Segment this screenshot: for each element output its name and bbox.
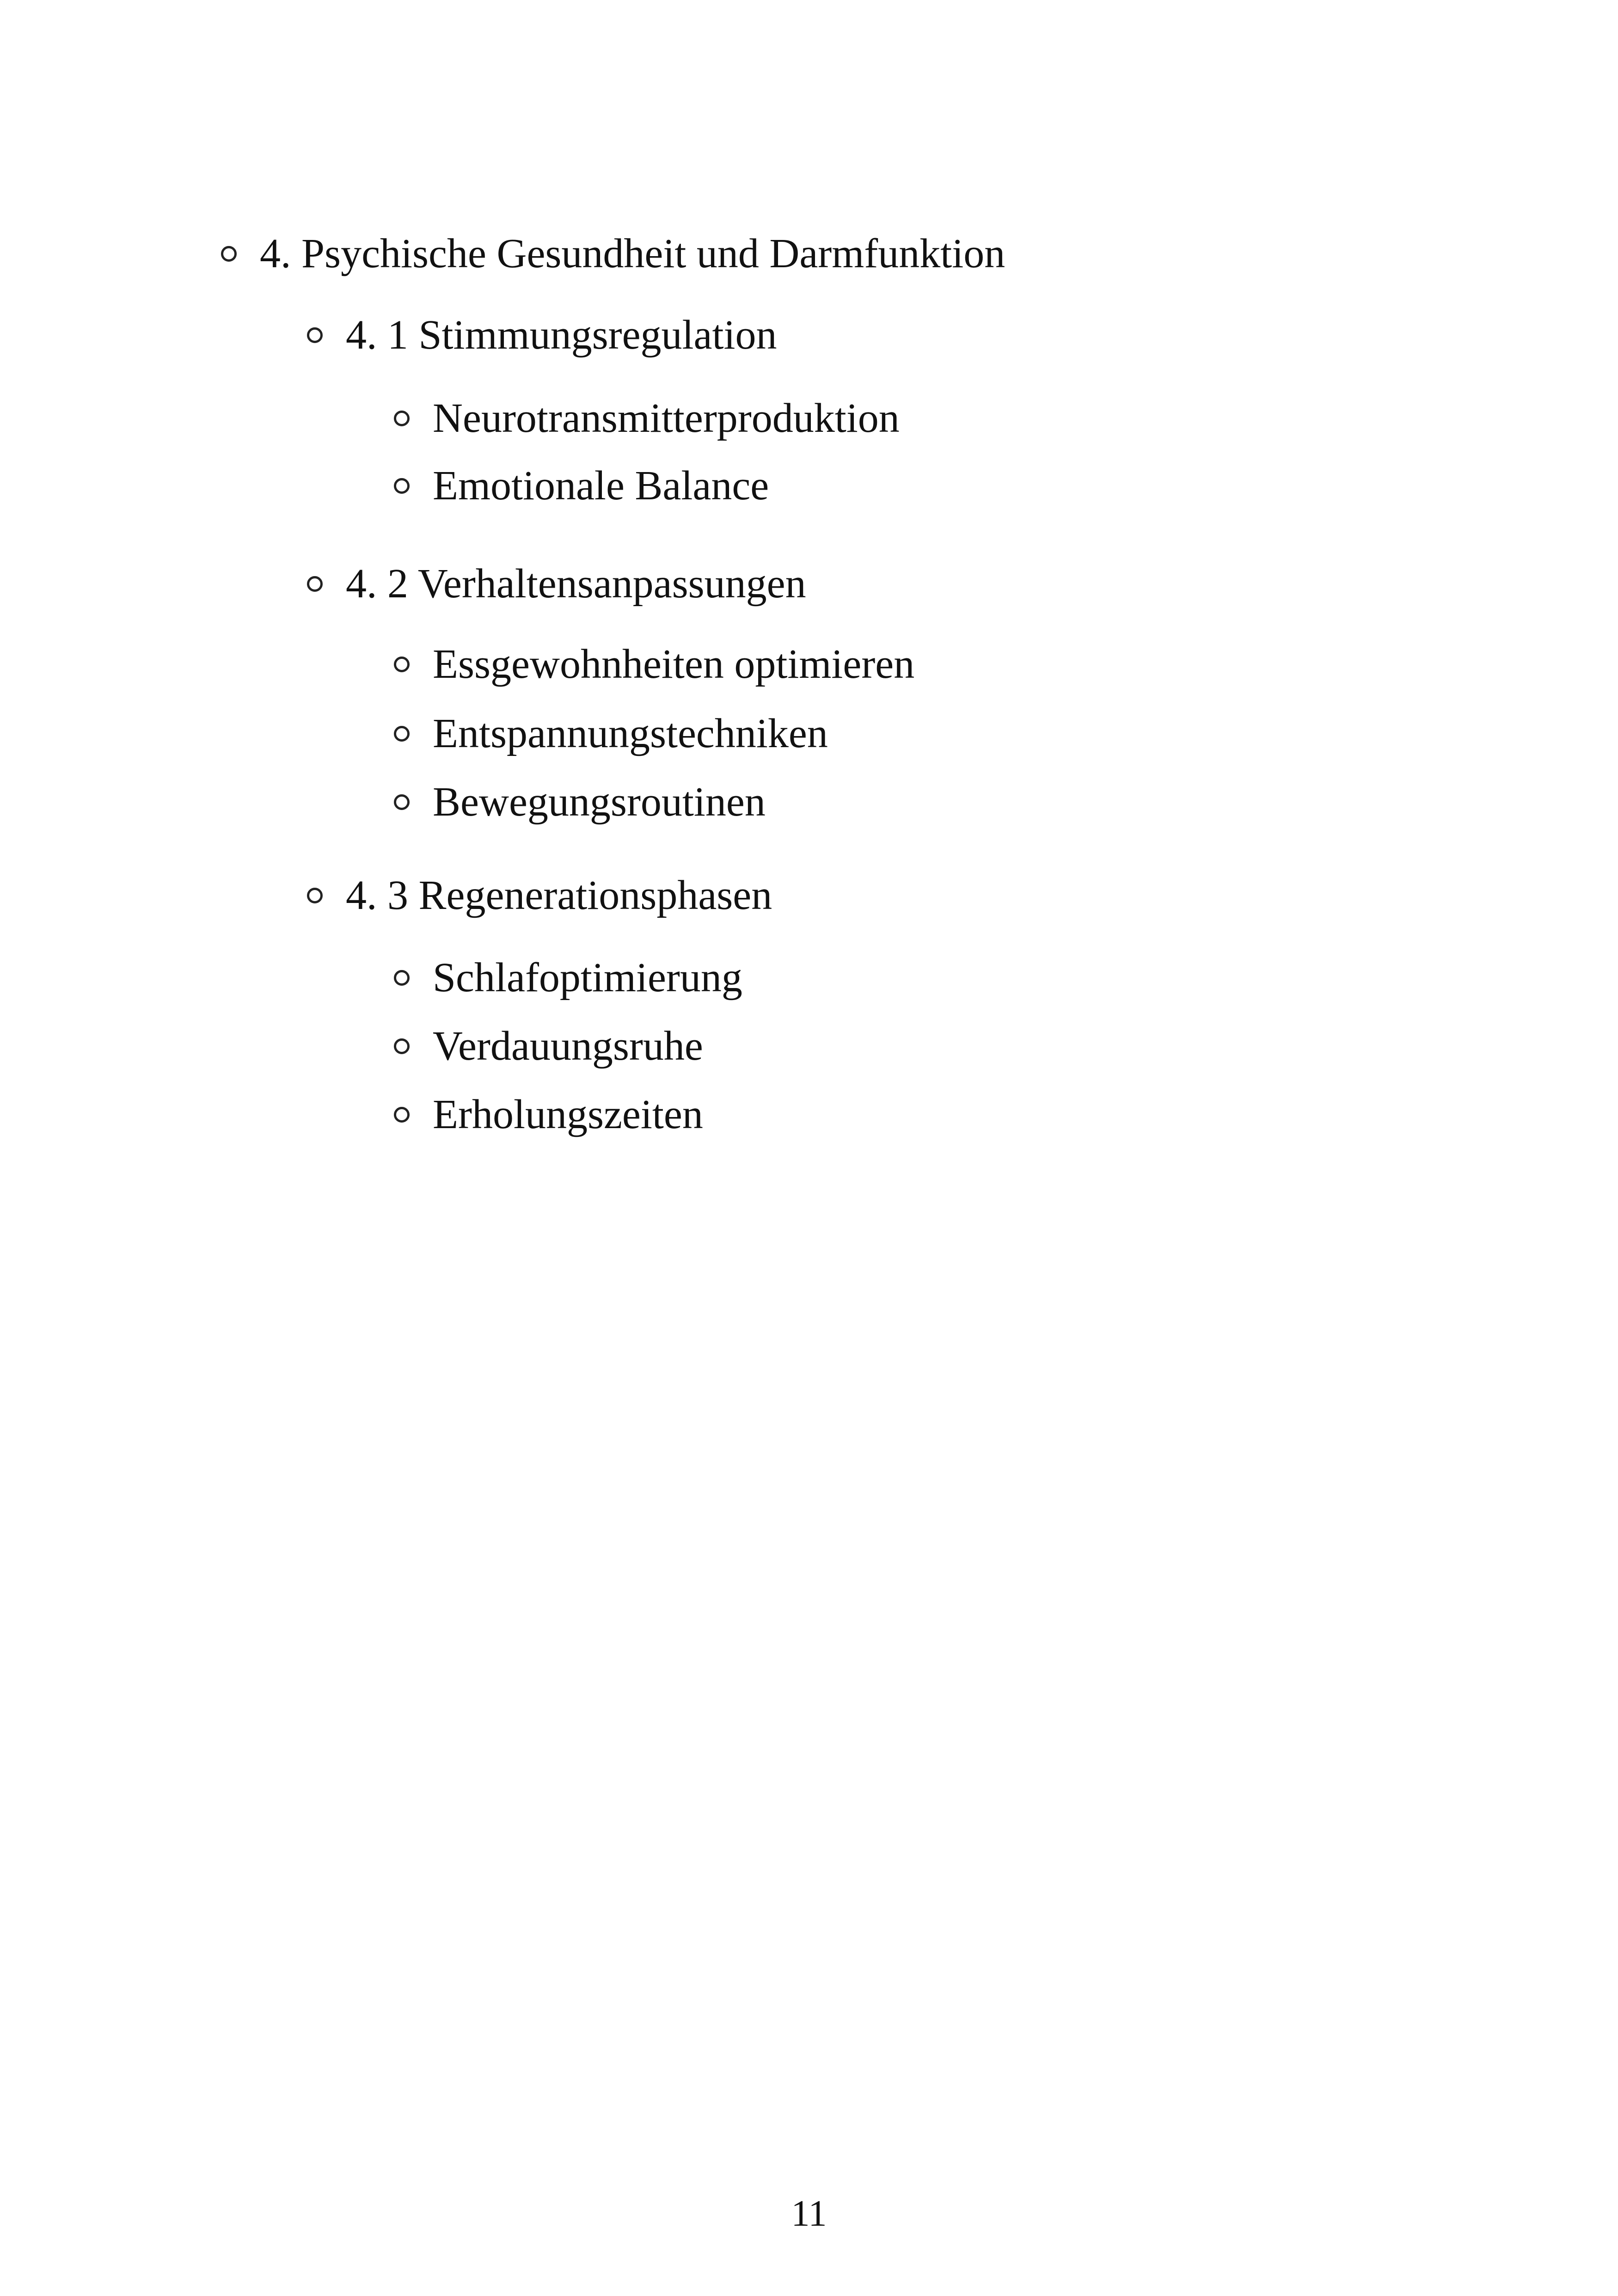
hollow-circle-bullet-icon	[394, 411, 410, 426]
outline-item	[394, 1094, 703, 1136]
hollow-circle-bullet-icon	[394, 1107, 410, 1123]
outline-section	[221, 233, 1005, 275]
hollow-circle-bullet-icon	[394, 1038, 410, 1054]
outline-item	[394, 957, 742, 999]
outline-subsection	[307, 872, 772, 918]
outline-item	[394, 465, 769, 507]
subsection-heading: 4. 3 Regenerationsphasen	[346, 872, 772, 918]
outline-item	[394, 781, 766, 823]
outline-subsection	[307, 314, 777, 356]
item-label: Erholungszeiten	[433, 1092, 703, 1137]
section-heading: 4. Psychische Gesundheit und Darmfunktion	[260, 231, 1005, 276]
subsection-heading: 4. 1 Stimmungsregulation	[346, 312, 777, 358]
item-label: Essgewohnheiten optimieren	[433, 641, 915, 687]
item-label: Emotionale Balance	[433, 463, 769, 509]
item-label: Schlafoptimierung	[433, 955, 742, 1001]
item-label: Bewegungsroutinen	[433, 779, 766, 825]
item-label: Entspannungstechniken	[433, 711, 828, 756]
hollow-circle-bullet-icon	[221, 246, 237, 262]
page-number: 11	[791, 2193, 827, 2234]
hollow-circle-bullet-icon	[307, 327, 323, 343]
hollow-circle-bullet-icon	[307, 888, 323, 903]
item-label: Neurotransmitterproduktion	[433, 395, 900, 441]
hollow-circle-bullet-icon	[394, 970, 410, 986]
hollow-circle-bullet-icon	[394, 794, 410, 810]
outline-item	[394, 1025, 703, 1067]
subsection-heading: 4. 2 Verhaltensanpassungen	[346, 561, 806, 607]
hollow-circle-bullet-icon	[394, 726, 410, 742]
outline-subsection	[307, 563, 806, 605]
hollow-circle-bullet-icon	[307, 576, 323, 592]
item-label: Verdauungsruhe	[433, 1023, 703, 1069]
hollow-circle-bullet-icon	[394, 657, 410, 672]
outline-item	[394, 713, 828, 755]
hollow-circle-bullet-icon	[394, 478, 410, 494]
outline-item	[394, 641, 915, 687]
outline-item	[394, 395, 900, 441]
